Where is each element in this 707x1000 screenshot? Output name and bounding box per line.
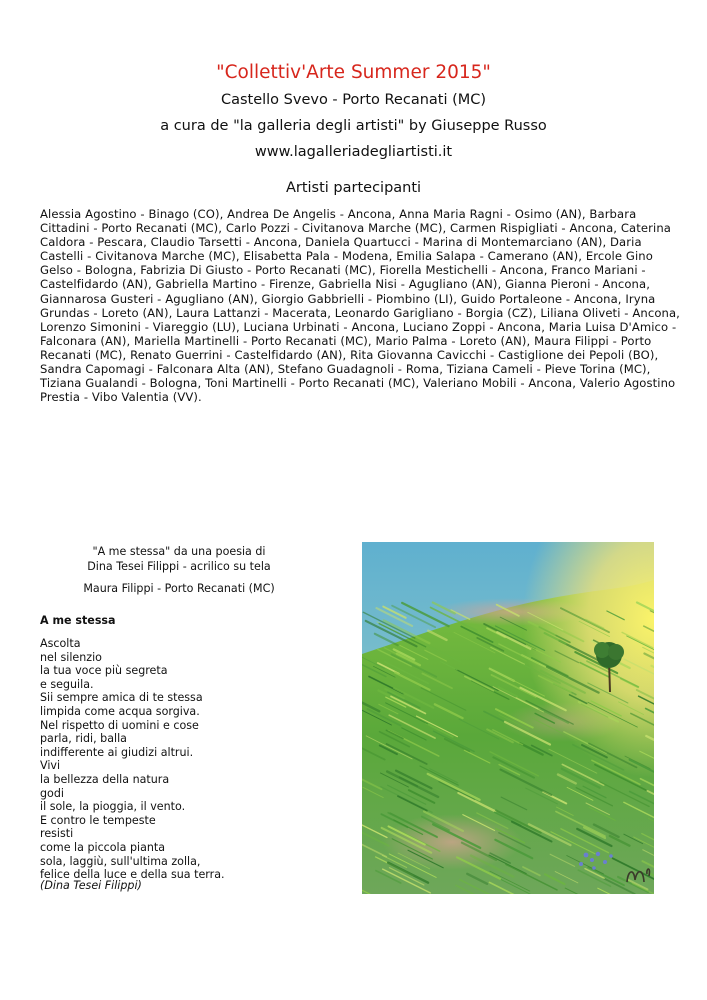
website-link[interactable]: www.lagalleriadegliartisti.it xyxy=(254,144,453,160)
poem-line: godi xyxy=(40,786,64,800)
poem-line: la tua voce più segreta xyxy=(40,664,168,678)
painting-canvas xyxy=(362,542,654,894)
event-title: "Collettiv'Arte Summer 2015" xyxy=(216,62,491,83)
poem-line: nel silenzio xyxy=(40,650,102,664)
poem-author: (Dina Tesei Filippi) xyxy=(40,879,142,892)
poem-line: il sole, la pioggia, il vento. xyxy=(40,800,186,814)
caption-line-2: Dina Tesei Filippi - acrilico su tela xyxy=(87,559,271,573)
poem-text xyxy=(40,637,225,882)
poem-line: Vivi xyxy=(40,759,61,773)
venue: Castello Svevo - Porto Recanati (MC) xyxy=(220,92,487,108)
poem-line: E contro le tempeste xyxy=(40,813,156,827)
artwork-caption xyxy=(40,545,318,597)
artists-list: Alessia Agostino - Binago (CO), Andrea De Angelis - Ancona, Anna Maria Ragni - Osimo (AN), Barbara Cittadini - Porto Recanati (MC), Carlo Pozzi - Civitanova Marche (MC), Carmen Rispigliati - Ancona, Caterina Caldora - Pescara, Claudio Tarsetti - Ancona, Daniela Quartucci - Marina di Montemarciano (AN), Daria Castelli - Civitanova Marche (MC), Elisabetta Pala - Modena, Emilia Salapa - Camerano (AN), Ercole Gino Gelso - Bologna, Fabrizia Di Giusto - Porto Recanati (MC), Fiorella Mestichelli - Ancona, Franco Mariani - Castelfidardo (AN), Gabriella Martino - Firenze, Gabriella Nisi - Agugliano (AN), Gianna Pieroni - Ancona, Giannarosa Gusteri - Agugliano (AN), Giorgio Gabbrielli - Piombino (LI), Guido Portaleone - Ancona, Iryna Grundas - Loreto (AN), Laura Lattanzi - Macerata, Leonardo Garigliano - Borgia (CZ), Liliana Oliveti - Ancona, Lorenzo Simonini - Viareggio (LU), Luciana Urbinati - Ancona, Luciano Zoppi - Ancona, Maria Luisa D'Amico - Falconara (AN), Mariella Martinelli - Porto Recanati (MC), Mario Palma - Loreto (AN), Maura Filippi - Porto Recanati (MC), Renato Guerrini - Castelfidardo (AN), Rita Giovanna Cavicchi - Castiglione dei Pepoli (BO), Sandra Capomagi - Falconara Alta (AN), Stefano Guadagnoli - Roma, Tiziana Cameli - Pieve Torina (MC), Tiziana Gualandi - Bologna, Toni Martinelli - Porto Recanati (MC), Valeriano Mobili - Ancona, Valerio Agostino Prestia - Vibo Valentia (VV). xyxy=(40,207,680,405)
poem-line: limpida come acqua sorgiva. xyxy=(40,704,200,718)
poem-line: sola, laggiù, sull'ultima zolla, xyxy=(40,854,201,868)
artwork-artist: Maura Filippi - Porto Recanati (MC) xyxy=(83,582,275,595)
artists-heading: Artisti partecipanti xyxy=(285,180,422,196)
poem-line: come la piccola pianta xyxy=(40,840,166,854)
poem-line: e seguila. xyxy=(40,677,94,691)
poem-line: felice della luce e della sua terra. xyxy=(40,868,225,882)
poem-line: Sii sempre amica di te stessa xyxy=(40,691,203,705)
painting-image xyxy=(362,542,654,894)
poem-line: indifferente ai giudizi altrui. xyxy=(40,745,194,759)
poem-line: parla, ridi, balla xyxy=(40,732,127,746)
poem-line: resisti xyxy=(40,827,74,841)
poem-line: Nel rispetto di uomini e cose xyxy=(40,718,199,732)
caption-line-1: "A me stessa" da una poesia di xyxy=(92,545,266,558)
curator: a cura de "la galleria degli artisti" by Giuseppe Russo xyxy=(160,118,547,134)
poem-title: A me stessa xyxy=(40,614,116,627)
poem-line: Ascolta xyxy=(40,637,81,650)
poem-line: la bellezza della natura xyxy=(40,772,170,786)
header xyxy=(0,62,707,168)
